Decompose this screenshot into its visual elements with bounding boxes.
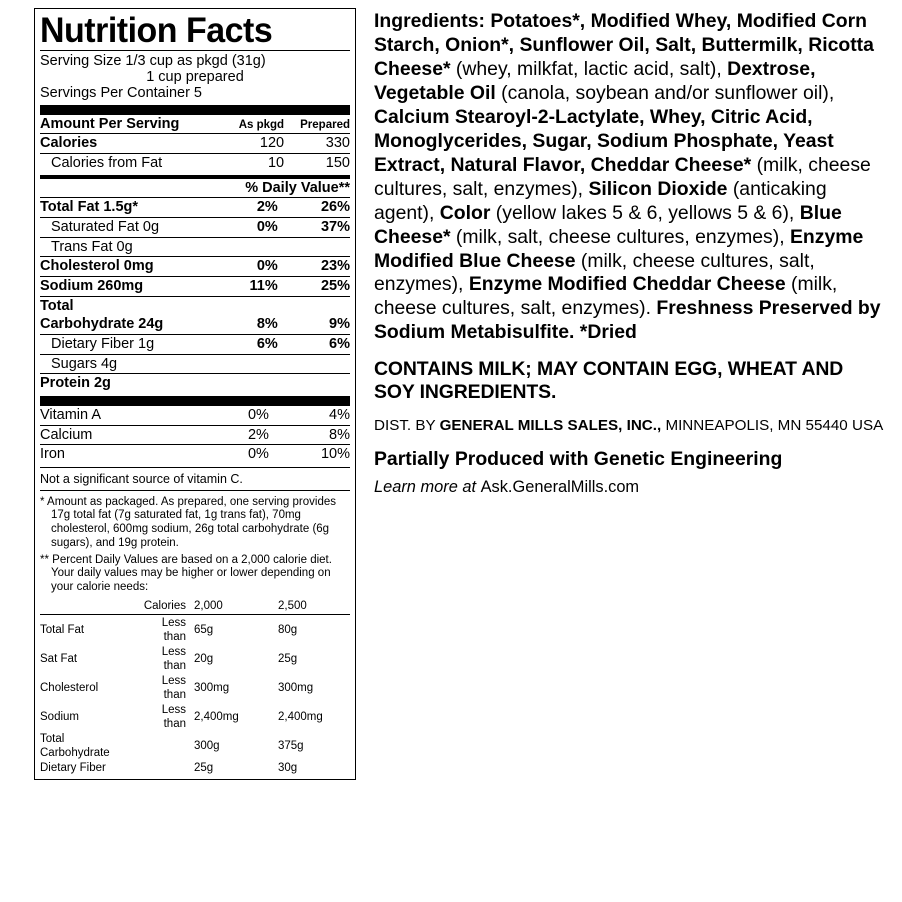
row-label: Sodium bbox=[40, 710, 79, 723]
ingredients-segment: (canola, soybean and/or sunflower oil), bbox=[495, 81, 835, 104]
row-dv-aspkgd: 2% bbox=[210, 425, 269, 445]
table-row bbox=[40, 445, 350, 464]
row-dv-aspkgd: 2% bbox=[208, 198, 278, 218]
row-label: Calories from Fat bbox=[40, 154, 224, 173]
distributor-statement bbox=[374, 417, 888, 435]
row-label: Dietary Fiber 1g bbox=[40, 335, 208, 355]
ingredients-segment: Enzyme Modified Blue Cheese bbox=[374, 225, 864, 272]
row-label: Saturated Fat 0g bbox=[40, 218, 208, 238]
row-value-2500: 300mg bbox=[278, 681, 314, 694]
table-row bbox=[40, 335, 350, 355]
ingredients-segment: (anticaking agent), bbox=[374, 177, 827, 224]
row-dv-aspkgd bbox=[208, 354, 278, 374]
row-dv-prepared: 8% bbox=[269, 425, 350, 445]
daily-value-header: % Daily Value** bbox=[245, 179, 350, 196]
divider bbox=[40, 490, 350, 491]
row-qualifier: Less than bbox=[161, 703, 186, 730]
row-value-2500: 2,400mg bbox=[278, 710, 323, 723]
column-header-2500: 2,500 bbox=[278, 599, 307, 612]
row-dv-prepared: 4% bbox=[329, 407, 350, 424]
row-value-aspkgd: 120 bbox=[224, 134, 284, 154]
row-value-2000: 2,400mg bbox=[194, 710, 239, 723]
row-dv-aspkgd: 0% bbox=[208, 218, 278, 238]
row-qualifier bbox=[136, 731, 194, 760]
row-value-2500: 80g bbox=[278, 614, 350, 644]
row-label: Total Carbohydrate bbox=[40, 732, 110, 759]
table-header-row bbox=[40, 115, 350, 134]
row-label: Cholesterol 0mg bbox=[40, 257, 208, 277]
genetic-engineering-statement: Partially Produced with Genetic Engineering bbox=[374, 447, 783, 470]
table-row bbox=[40, 257, 350, 277]
servings-per-container: Servings Per Container 5 bbox=[40, 85, 202, 102]
nutrition-facts-panel bbox=[34, 8, 356, 780]
ingredients-segment: (milk, salt, cheese cultures, enzymes), bbox=[450, 225, 790, 248]
table-row bbox=[40, 731, 350, 760]
table-row bbox=[40, 198, 350, 218]
table-row bbox=[40, 134, 350, 154]
column-header-aspkgd: As pkgd bbox=[238, 119, 285, 132]
row-label: Sat Fat bbox=[40, 652, 78, 665]
row-dv-aspkgd: 0% bbox=[210, 445, 269, 464]
row-label: Dietary Fiber bbox=[40, 761, 106, 774]
nutrients-table bbox=[40, 179, 350, 393]
row-dv-aspkgd: 8% bbox=[256, 316, 278, 333]
row-dv-prepared: 6% bbox=[278, 335, 350, 355]
serving-size: Serving Size 1/3 cup as pkgd (31g) bbox=[40, 53, 266, 69]
row-qualifier bbox=[136, 760, 194, 775]
row-label: Cholesterol bbox=[40, 681, 99, 694]
row-qualifier: Less than bbox=[161, 645, 186, 672]
row-dv-prepared bbox=[278, 374, 350, 393]
table-row bbox=[40, 354, 350, 374]
calories-table bbox=[40, 115, 350, 173]
table-row bbox=[40, 296, 350, 315]
page-title: Nutrition Facts bbox=[40, 11, 273, 50]
row-value-2000: 25g bbox=[194, 761, 214, 774]
row-value-2000: 65g bbox=[194, 614, 278, 644]
row-label: Protein 2g bbox=[40, 374, 208, 393]
ingredients-segment: (yellow lakes 5 & 6, yellows 5 & 6), bbox=[490, 201, 800, 224]
ingredients-segment: Silicon Dioxide bbox=[588, 177, 728, 200]
table-row bbox=[40, 277, 350, 297]
daily-values-reference-table bbox=[40, 598, 350, 775]
footnotes bbox=[40, 493, 350, 596]
row-dv-aspkgd bbox=[208, 374, 278, 393]
column-header-prepared: Prepared bbox=[300, 119, 350, 132]
table-header-row bbox=[40, 598, 350, 614]
row-value-2000: 20g bbox=[194, 652, 214, 665]
row-dv-prepared: 37% bbox=[278, 218, 350, 238]
ingredients-segment: Blue Cheese* bbox=[374, 201, 842, 248]
table-row bbox=[40, 406, 350, 425]
row-label: Sodium 260mg bbox=[40, 277, 208, 297]
row-value-2500: 30g bbox=[278, 761, 298, 774]
ingredients-segment: (milk, cheese cultures, salt, enzymes). bbox=[374, 273, 838, 320]
row-value-prepared: 150 bbox=[284, 154, 350, 173]
table-row bbox=[40, 154, 350, 173]
distributor-company: GENERAL MILLS SALES, INC., bbox=[439, 416, 662, 434]
ingredients-segment: Color bbox=[439, 201, 491, 224]
row-dv-prepared bbox=[278, 354, 350, 374]
row-label: Calcium bbox=[40, 425, 210, 445]
row-value-2500: 25g bbox=[278, 652, 298, 665]
row-value-aspkgd: 10 bbox=[224, 154, 284, 173]
table-row bbox=[40, 760, 350, 775]
ingredients-statement bbox=[374, 10, 888, 345]
amount-per-serving-label: Amount Per Serving bbox=[40, 115, 180, 132]
row-value-2000: 300g bbox=[194, 739, 220, 752]
ingredients-region bbox=[364, 0, 902, 497]
learn-more-prefix: Learn more at bbox=[374, 478, 481, 497]
row-value-prepared: 330 bbox=[284, 134, 350, 154]
vitamins-table bbox=[40, 406, 350, 464]
ingredients-segment: Freshness Preserved by Sodium Metabisulfite. *Dried bbox=[374, 297, 881, 344]
distributor-prefix: DIST. BY bbox=[374, 416, 440, 434]
ingredients-segment: (whey, milkfat, lactic acid, salt), bbox=[450, 57, 728, 80]
row-dv-aspkgd: 0% bbox=[208, 257, 278, 277]
table-row bbox=[40, 425, 350, 445]
divider-thick bbox=[40, 105, 350, 115]
table-row bbox=[40, 644, 350, 673]
table-row bbox=[40, 673, 350, 702]
divider bbox=[40, 50, 350, 51]
ingredients-segment: (milk, cheese cultures, salt, enzymes), bbox=[374, 153, 871, 200]
not-significant-source-note: Not a significant source of vitamin C. bbox=[40, 472, 243, 487]
row-label: Total Fat bbox=[40, 614, 136, 644]
row-label: Total bbox=[40, 296, 208, 315]
row-label: Sugars 4g bbox=[40, 354, 208, 374]
ingredients-segment: (milk, cheese cultures, salt, enzymes), bbox=[374, 249, 815, 296]
row-dv-prepared: 10% bbox=[269, 445, 350, 464]
learn-more-site: Ask.GeneralMills.com bbox=[480, 478, 640, 497]
footnote-amount-as-packaged: * Amount as packaged. As prepared, one serving provides 17g total fat (7g saturated fat, 1g trans fat), 70mg cholesterol, 600mg sodium, 26g total carbohydrate (6g sugars), and 19g protein. bbox=[40, 495, 336, 549]
row-label: Calories bbox=[40, 134, 224, 154]
serving-prepared: 1 cup prepared bbox=[146, 69, 244, 86]
row-label: Trans Fat 0g bbox=[40, 237, 208, 257]
row-dv-aspkgd: 11% bbox=[208, 277, 278, 297]
footnote-daily-values: ** Percent Daily Values are based on a 2,000 calorie diet. Your daily values may be higher or lower depending on your calorie needs: bbox=[40, 553, 332, 594]
nutrition-facts-region bbox=[0, 0, 364, 780]
row-dv-aspkgd: 0% bbox=[247, 407, 269, 424]
row-dv-prepared: 23% bbox=[278, 257, 350, 277]
row-label: Vitamin A bbox=[40, 407, 101, 424]
row-qualifier: Less than bbox=[161, 674, 186, 701]
column-header-2000: 2,000 bbox=[194, 599, 223, 612]
ingredients-segment: Dextrose, Vegetable Oil bbox=[374, 57, 816, 104]
divider-thick bbox=[40, 396, 350, 406]
row-qualifier: Less than bbox=[136, 614, 194, 644]
row-dv-prepared bbox=[278, 237, 350, 257]
distributor-address: MINNEAPOLIS, MN 55440 USA bbox=[661, 416, 884, 434]
row-label-continued: Carbohydrate 24g bbox=[40, 316, 164, 333]
ingredients-segment: Ingredients: Potatoes*, Modified Whey, Modified Corn Starch, Onion*, Sunflower Oil, Salt, Buttermilk, Ricotta Cheese* bbox=[374, 10, 874, 80]
allergen-statement: CONTAINS MILK; MAY CONTAIN EGG, WHEAT AND SOY INGREDIENTS. bbox=[374, 358, 844, 404]
daily-value-header-row bbox=[40, 179, 350, 198]
row-value-2000: 300mg bbox=[194, 681, 230, 694]
learn-more-line bbox=[374, 478, 888, 497]
row-dv-aspkgd bbox=[208, 237, 278, 257]
row-dv-prepared: 9% bbox=[329, 316, 350, 333]
table-row-continued bbox=[40, 315, 350, 334]
table-row bbox=[40, 702, 350, 731]
row-dv-aspkgd: 6% bbox=[208, 335, 278, 355]
ingredients-segment: Calcium Stearoyl-2-Lactylate, Whey, Citric Acid, Monoglycerides, Sugar, Sodium Phosphate, Yeast Extract, Natural Flavor, Cheddar Cheese* bbox=[374, 105, 834, 176]
row-value-2500: 375g bbox=[278, 739, 304, 752]
table-row bbox=[40, 374, 350, 393]
ingredients-segment: Enzyme Modified Cheddar Cheese bbox=[468, 273, 786, 296]
row-dv-prepared: 26% bbox=[278, 198, 350, 218]
divider bbox=[40, 467, 350, 468]
table-row bbox=[40, 218, 350, 238]
column-header-calories: Calories bbox=[143, 599, 186, 612]
table-row bbox=[40, 237, 350, 257]
row-dv-prepared: 25% bbox=[278, 277, 350, 297]
row-label: Iron bbox=[40, 445, 210, 464]
row-label: Total Fat 1.5g* bbox=[40, 198, 208, 218]
table-row bbox=[40, 614, 350, 644]
